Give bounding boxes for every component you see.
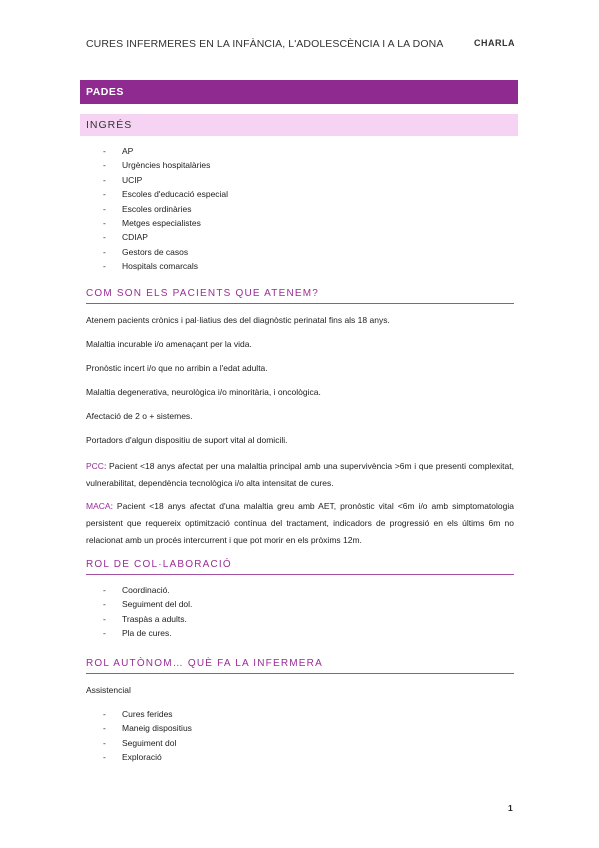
list-item: - Coordinació. [103, 583, 192, 597]
list-item: - Pla de cures. [103, 626, 192, 640]
header-author: CHARLA [474, 38, 515, 48]
pcc-text: : Pacient <18 anys afectat per una malaltia principal amb una supervivència >6m i que presenti complexitat, vulnerabilitat, dependència tecnològica i/o alta intensitat de cures. [86, 461, 514, 488]
autonomous-list [103, 707, 192, 765]
list-item: - Seguiment dol [103, 736, 192, 750]
paragraph: Malaltia degenerativa, neurològica i/o minoritària, i oncològica. [86, 387, 321, 397]
section-heading-collaboration: ROL DE COL·LABORACIÓ [86, 559, 514, 575]
subsection-bar [80, 114, 518, 136]
paragraph: Malaltia incurable i/o amenaçant per la vida. [86, 339, 252, 349]
paragraph: Pronòstic incert i/o que no arribin a l'edat adulta. [86, 363, 268, 373]
list-item: - Gestors de casos [103, 245, 228, 259]
assistencial-label: Assistencial [86, 685, 131, 695]
subsection-title: INGRÉS [86, 119, 133, 131]
section-heading-patients: COM SON ELS PACIENTS QUE ATENEM? [86, 288, 514, 304]
paragraph: Portadors d'algun dispositiu de suport vital al domicili. [86, 435, 288, 445]
collaboration-list [103, 583, 192, 641]
list-item: - Traspàs a adults. [103, 612, 192, 626]
maca-definition [86, 498, 514, 549]
list-item: - Maneig dispositius [103, 721, 192, 735]
header-course-title: CURES INFERMERES EN LA INFÀNCIA, L'ADOLESCÈNCIA I A LA DONA [86, 38, 444, 50]
pcc-definition [86, 458, 514, 492]
list-item: - UCIP [103, 173, 228, 187]
page-header [86, 38, 515, 50]
section-heading-autonomous: ROL AUTÒNOM… QUÈ FA LA INFERMERA [86, 658, 514, 674]
list-item: - Escoles ordinàries [103, 202, 228, 216]
list-item: - Exploració [103, 750, 192, 764]
list-item: - Urgències hospitalàries [103, 158, 228, 172]
list-item: - CDIAP [103, 230, 228, 244]
list-item: - Cures ferides [103, 707, 192, 721]
list-item: - Escoles d'educació especial [103, 187, 228, 201]
maca-text: : Pacient <18 anys afectat d'una malaltia greu amb AET, pronòstic vital <6m i/o amb simptomatologia persistent que requereix optimització contínua del tractament, indicadors de progressió en els últims 6m no relacionat amb un procés intercurrent i que pot morir en els pròxims 12m. [86, 501, 514, 545]
paragraph: Afectació de 2 o + sistemes. [86, 411, 193, 421]
list-item: - Seguiment del dol. [103, 597, 192, 611]
list-item: - Metges especialistes [103, 216, 228, 230]
ingres-list [103, 144, 228, 274]
page-number: 1 [508, 803, 513, 813]
section-title: PADES [86, 86, 124, 98]
list-item: - AP [103, 144, 228, 158]
maca-label: MACA [86, 501, 111, 511]
paragraph: Atenem pacients crònics i pal·liatius des del diagnòstic perinatal fins als 18 anys. [86, 315, 390, 325]
pcc-label: PCC [86, 461, 104, 471]
list-item: - Hospitals comarcals [103, 259, 228, 273]
section-title-bar [80, 80, 518, 104]
